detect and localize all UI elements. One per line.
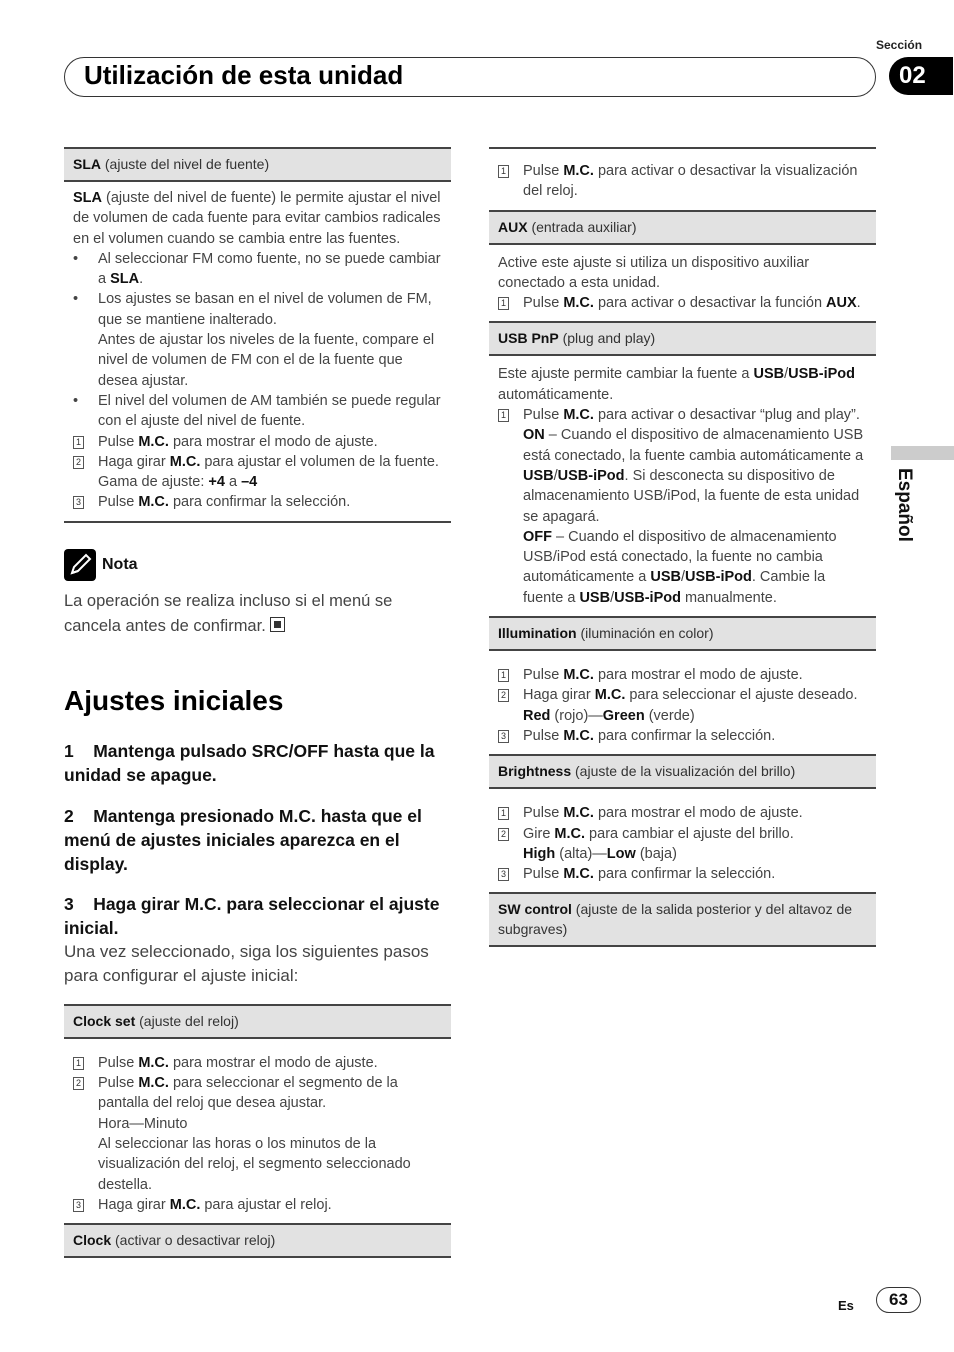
step-item: 1 Pulse M.C. para mostrar el modo de ajuste.	[498, 665, 867, 685]
step-item: 2 Haga girar M.C. para seleccionar el ajuste deseado. Red (rojo)—Green (verde)	[498, 685, 867, 726]
pencil-icon	[64, 549, 96, 581]
brightness-body	[489, 789, 876, 892]
clockset-header: Clock set (ajuste del reloj)	[64, 1004, 451, 1039]
usbpnp-body: Este ajuste permite cambiar la fuente a USB/USB-iPod automáticamente. 1 Pulse M.C. para activar o desactivar “plug and play”. ON – Cuando el dispositivo de almacenamiento USB está conectado, la fuente cambia automáticamente a USB/USB-iPod. Si desconecta su dispositivo de almacenamiento USB/iPod, la fuente de esta unidad se apagará. OFF – Cuando el dispositivo de almacenamiento USB/iPod está conectado, la fuente no cambia automáticamente a USB/USB-iPod. Cambie la fuente a USB/USB-iPod manualmente.	[489, 356, 876, 616]
usbpnp-header: USB PnP (plug and play)	[489, 321, 876, 356]
step-item: 1 Pulse M.C. para mostrar el modo de ajuste.	[73, 432, 442, 452]
section-number-badge: 02	[889, 57, 953, 95]
language-tab-label: Español	[894, 468, 915, 542]
step-item: 3 Pulse M.C. para confirmar la selección.	[498, 864, 867, 884]
list-item: • Los ajustes se basan en el nivel de volumen de FM, que se mantiene inalterado. Antes de ajustar los niveles de la fuente, compare el nivel de volumen de FM con el de la fuente que desea ajustar.	[73, 291, 435, 389]
right-column	[489, 147, 876, 947]
step-item: 1 Pulse M.C. para mostrar el modo de ajuste.	[498, 803, 867, 823]
swcontrol-header: SW control (ajuste de la salida posterior y del altavoz de subgraves)	[489, 892, 876, 947]
sla-body	[64, 182, 451, 523]
step-item: 2 Pulse M.C. para seleccionar el segmento de la pantalla del reloj que desea ajustar. Hora—Minuto Al seleccionar las horas o los minutos de la visualización del reloj, el segmento seleccionado destella.	[73, 1073, 442, 1195]
step-item: 1 Pulse M.C. para activar o desactivar “plug and play”. ON – Cuando el dispositivo de almacenamiento USB está conectado, la fuente cambia automáticamente a USB/USB-iPod. Si desconecta su dispositivo de almacenamiento USB/iPod, la fuente de esta unidad se apagará. OFF – Cuando el dispositivo de almacenamiento USB/iPod está conectado, la fuente no cambia automáticamente a USB/USB-iPod. Cambie la fuente a USB/USB-iPod manualmente.	[498, 405, 867, 608]
note-block	[64, 549, 451, 639]
initial-step-2: 2 Mantenga presionado M.C. hasta que el menú de ajustes iniciales aparezca en el display.	[64, 805, 422, 874]
sla-header: SLA (ajuste del nivel de fuente)	[64, 147, 451, 182]
illumination-header: Illumination (iluminación en color)	[489, 616, 876, 651]
list-item: • El nivel del volumen de AM también se puede regular con el ajuste del nivel de fuente.	[73, 392, 441, 430]
step-item: 2 Gire M.C. para cambiar el ajuste del brillo. High (alta)—Low (baja)	[498, 824, 867, 865]
language-tab-bar	[891, 446, 954, 460]
footer-language-code: Es	[838, 1298, 854, 1313]
end-mark-icon	[270, 617, 285, 632]
initial-step-1: 1 Mantenga pulsado SRC/OFF hasta que la unidad se apague.	[64, 740, 435, 785]
section-heading: Ajustes iniciales	[64, 684, 284, 716]
note-text: La operación se realiza incluso si el menú se cancela antes de confirmar.	[64, 591, 393, 635]
initial-step-3-desc: Una vez seleccionado, siga los siguientes pasos para configurar el ajuste inicial:	[64, 941, 429, 985]
step-item: 3 Pulse M.C. para confirmar la selección.	[73, 492, 442, 512]
step-item: 3 Pulse M.C. para confirmar la selección.	[498, 726, 867, 746]
brightness-header: Brightness (ajuste de la visualización del brillo)	[489, 754, 876, 789]
illumination-body	[489, 651, 876, 754]
note-title: Nota	[102, 555, 138, 573]
clock-header: Clock (activar o desactivar reloj)	[64, 1223, 451, 1258]
step-item: 1 Pulse M.C. para mostrar el modo de ajuste.	[73, 1053, 442, 1073]
aux-body: Active este ajuste si utiliza un dispositivo auxiliar conectado a esta unidad. 1 Pulse M.C. para activar o desactivar la función AUX.	[489, 245, 876, 322]
page-title: Utilización de esta unidad	[84, 60, 404, 90]
page-number: 63	[876, 1287, 921, 1313]
left-column	[64, 147, 451, 1258]
initial-step-3: 3 Haga girar M.C. para seleccionar el ajuste inicial.	[64, 893, 440, 938]
step-item: 3 Haga girar M.C. para ajustar el reloj.	[73, 1195, 442, 1215]
section-label: Sección	[876, 38, 923, 52]
list-item: • Al seleccionar FM como fuente, no se puede cambiar a SLA.	[73, 250, 441, 288]
sla-intro: SLA (ajuste del nivel de fuente) le permite ajustar el nivel de volumen de cada fuente para evitar cambios radicales en el volumen cuando se cambia entre las fuentes.	[73, 190, 441, 247]
step-item: 2 Haga girar M.C. para ajustar el volumen de la fuente. Gama de ajuste: +4 a –4	[73, 452, 442, 493]
step-item: 1 Pulse M.C. para activar o desactivar la visualización del reloj.	[498, 161, 867, 202]
clockset-body	[64, 1039, 451, 1223]
aux-header: AUX (entrada auxiliar)	[489, 210, 876, 245]
clock-cont-body	[489, 149, 876, 210]
step-item: 1 Pulse M.C. para activar o desactivar la función AUX.	[498, 293, 867, 313]
